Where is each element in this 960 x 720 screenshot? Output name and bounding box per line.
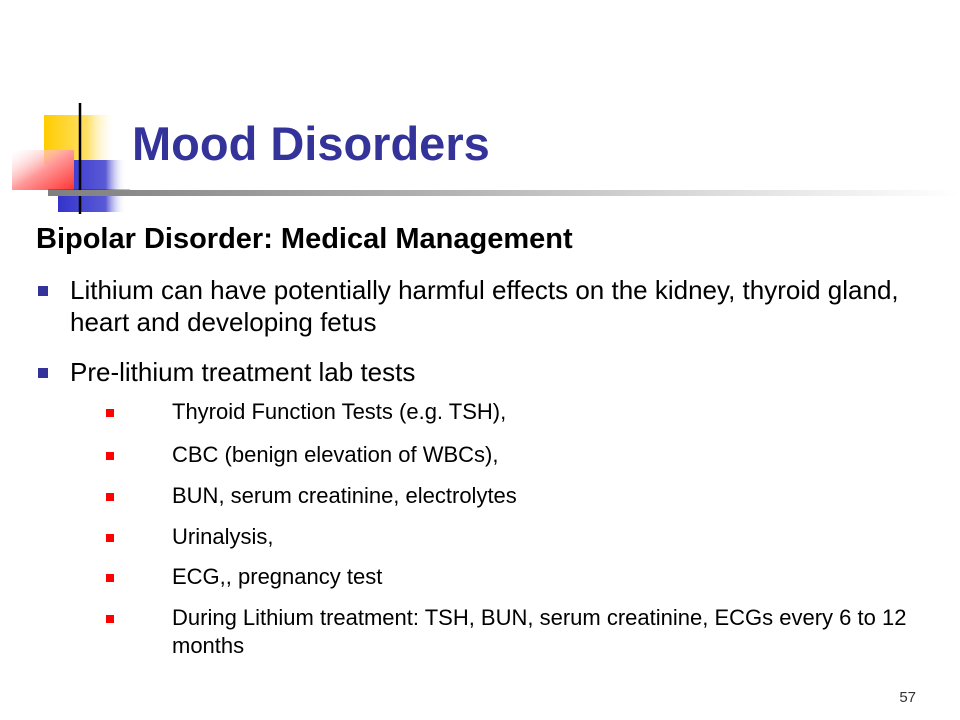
square-bullet-icon [106,534,114,542]
slide-title: Mood Disorders [132,117,490,170]
list-item [106,523,936,551]
slide-subtitle: Bipolar Disorder: Medical Management [36,223,573,255]
slide-number: 57 [899,689,916,706]
square-bullet-icon [38,368,48,378]
bullet-text: Pre-lithium treatment lab tests [70,357,416,387]
square-bullet-icon [106,409,114,417]
bullet-list-level1-b [36,356,916,388]
sub-bullet-text: BUN, serum creatinine, electrolytes [172,483,517,508]
list-item [106,398,936,426]
sub-bullet-text: CBC (benign elevation of WBCs), [172,442,499,467]
square-bullet-icon [106,452,114,460]
bullet-list-level1-a [36,274,916,338]
list-item [106,441,936,469]
title-underline-rule [48,190,960,196]
bullet-text: Lithium can have potentially harmful effects on the kidney, thyroid gland, heart and developing fetus [70,275,899,337]
sub-bullet-item-6 [106,604,936,660]
sub-bullet-text: ECG,, pregnancy test [172,564,383,589]
sub-bullet-item-1 [106,398,936,426]
sub-bullet-text: Urinalysis, [172,524,274,549]
list-item [36,274,916,338]
sub-bullet-text: During Lithium treatment: TSH, BUN, serum creatinine, ECGs every 6 to 12 months [172,605,907,658]
sub-bullet-item-4 [106,523,936,551]
sub-bullet-item-2 [106,441,936,469]
sub-bullet-item-3 [106,482,936,510]
list-item [106,604,936,660]
square-bullet-icon [106,574,114,582]
title-decoration-graphic [0,0,130,215]
list-item [106,563,936,591]
sub-bullet-item-5 [106,563,936,591]
sub-bullet-text: Thyroid Function Tests (e.g. TSH), [172,399,507,424]
list-item [36,356,916,388]
square-bullet-icon [106,493,114,501]
square-bullet-icon [38,286,48,296]
list-item [106,482,936,510]
square-bullet-icon [106,615,114,623]
deco-red-square [12,150,74,190]
